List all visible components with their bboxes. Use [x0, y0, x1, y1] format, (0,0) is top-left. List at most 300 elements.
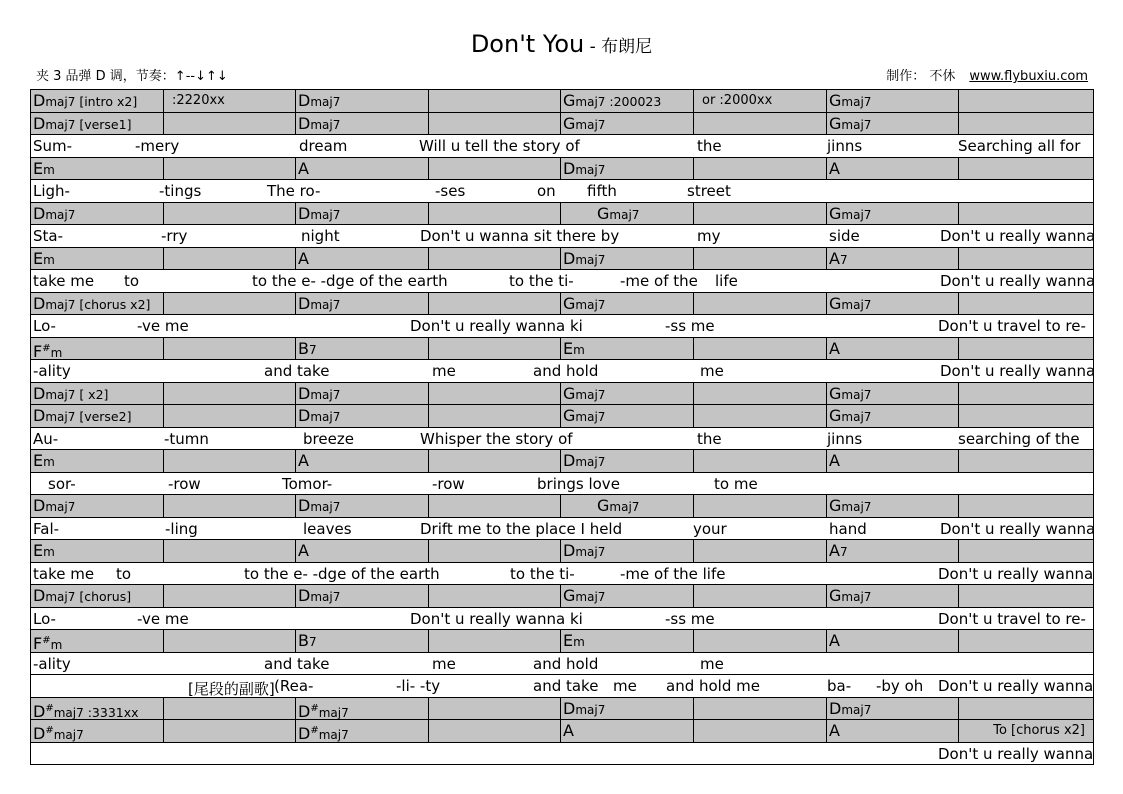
- chord-symbol: [298, 700, 349, 722]
- lyric-text: Don't u really wanna: [940, 272, 1096, 290]
- lyric-row: [31, 315, 1093, 338]
- artist-name: 布朗尼: [601, 37, 653, 57]
- chord-root: E: [33, 248, 44, 268]
- lyric-text: Don't u travel to re-: [938, 317, 1086, 335]
- chord-cell: [429, 90, 561, 112]
- chord-root: G: [829, 113, 842, 133]
- chord-symbol: [33, 587, 131, 606]
- chord-quality: m: [50, 345, 63, 360]
- chord-cell: [561, 158, 694, 180]
- chord-root: D: [33, 496, 46, 515]
- chord-quality: 7: [308, 342, 317, 357]
- chord-root: D: [33, 406, 46, 425]
- chord-quality: maj7: [45, 387, 76, 402]
- chord-cell: [164, 495, 296, 517]
- chord-quality: maj7: [575, 410, 606, 424]
- lyric-text: -me of the: [620, 272, 698, 290]
- lyric-text: and hold: [533, 362, 599, 380]
- chord-cell: [959, 585, 1093, 607]
- chord-cell: [827, 113, 959, 135]
- chord-cell: [31, 450, 164, 472]
- lyric-text: to the ti-: [509, 272, 574, 290]
- lyric-text: Whisper the story of: [420, 429, 573, 448]
- credit-line: [886, 65, 1088, 84]
- chord-symbol: [33, 205, 75, 224]
- chord-cell: [31, 158, 164, 180]
- chord-cell: [827, 158, 959, 180]
- chord-row: [31, 113, 1093, 136]
- section-note: :200023: [605, 94, 662, 109]
- chord-quality: maj7: [45, 297, 76, 312]
- chord-cell: [694, 90, 827, 112]
- chord-cell: [164, 113, 296, 135]
- chord-cell: [827, 293, 959, 315]
- chord-symbol: [829, 452, 840, 470]
- chord-quality: maj7: [575, 387, 606, 402]
- chord-quality: maj7: [575, 455, 606, 469]
- chord-root: A: [829, 158, 840, 178]
- sharp-sign: #: [45, 702, 54, 714]
- chord-cell: [31, 585, 164, 607]
- chord-symbol: [563, 385, 605, 404]
- lyric-text: street: [687, 182, 731, 200]
- chord-cell: [164, 338, 296, 360]
- chord-cell: [827, 585, 959, 607]
- chord-cell: [959, 248, 1093, 270]
- lyric-text: -tumn: [164, 429, 209, 448]
- lyric-text: Don't u really wanna: [938, 744, 1094, 763]
- chord-cell: [959, 630, 1093, 652]
- chord-cell: [561, 495, 694, 517]
- capo-info: 夹 3 品弹 D 调，节奏：↑--↓↑↓: [36, 69, 228, 84]
- chord-quality: maj7: [53, 728, 84, 742]
- section-note: [verse2]: [75, 409, 132, 424]
- chord-quality: maj7: [841, 702, 872, 717]
- chord-cell: [31, 405, 164, 427]
- chord-root: G: [563, 383, 576, 403]
- lyric-text: Don't u travel to re-: [938, 609, 1086, 628]
- lyric-row: [31, 225, 1096, 248]
- chord-cell: [31, 720, 164, 742]
- sharp-sign: #: [42, 635, 51, 646]
- chord-cell: [959, 338, 1093, 360]
- chord-quality: maj7: [45, 590, 76, 604]
- chord-cell: [694, 698, 827, 720]
- lyric-text: leaves: [303, 519, 352, 538]
- chord-cell: [694, 383, 827, 405]
- chord-cell: [959, 158, 1093, 180]
- chord-symbol: [298, 295, 340, 314]
- chord-cell: [296, 698, 429, 720]
- chord-root: G: [829, 496, 842, 515]
- chord-symbol: [829, 587, 871, 606]
- chord-cell: [959, 383, 1093, 405]
- lyric-text: -mery: [135, 137, 180, 155]
- section-jump-note: To [chorus x2]: [993, 723, 1085, 738]
- chord-root: A: [298, 541, 309, 560]
- lyric-row: [31, 563, 1093, 586]
- chord-root: D: [563, 541, 576, 560]
- lyric-text: Drift me to the place I held: [420, 519, 623, 538]
- chord-cell: [164, 203, 296, 225]
- chord-symbol: [298, 587, 340, 606]
- chord-root: G: [563, 113, 576, 133]
- chord-row: [31, 90, 1093, 113]
- chord-quality: maj7: [318, 728, 349, 742]
- chord-row: [31, 450, 1093, 473]
- chord-cell: [694, 540, 827, 562]
- chord-row: [31, 248, 1093, 271]
- lyric-text: my: [697, 227, 721, 245]
- chord-symbol: [563, 722, 574, 740]
- chord-cell: [694, 113, 827, 135]
- chord-root: A: [829, 541, 840, 560]
- chord-row: [31, 585, 1093, 608]
- chord-root: A: [298, 248, 309, 268]
- chord-symbol: [33, 92, 137, 111]
- chord-cell: [296, 540, 429, 562]
- chord-cell: [296, 630, 429, 652]
- lyric-text: take me: [33, 272, 95, 290]
- chord-row: [31, 405, 1093, 428]
- chord-root: D: [33, 293, 46, 313]
- lyric-text: -by oh: [876, 677, 924, 695]
- chord-cell: [561, 293, 694, 315]
- lyric-text: -ality: [33, 654, 71, 673]
- lyric-text: the: [697, 137, 722, 155]
- chord-quality: m: [50, 638, 63, 652]
- chord-root: E: [563, 338, 574, 358]
- lyric-text: -ses: [435, 182, 466, 200]
- chord-cell: [561, 540, 694, 562]
- lyric-text: Lo-: [33, 609, 56, 628]
- chord-cell: [827, 90, 959, 112]
- chord-root: D: [33, 701, 46, 721]
- lyric-text: Don't u really wanna: [940, 519, 1096, 538]
- chord-cell: [296, 158, 429, 180]
- chord-symbol: [298, 722, 349, 744]
- chord-cell: [827, 338, 959, 360]
- chord-quality: maj7: [310, 117, 341, 132]
- chord-row: [31, 698, 1093, 721]
- chord-symbol: [563, 92, 661, 111]
- lyric-text: (Rea-: [274, 677, 314, 695]
- chord-quality: maj7: [575, 590, 606, 604]
- chord-cell: [429, 113, 561, 135]
- lyric-text: Ligh-: [33, 182, 70, 200]
- lyric-text: and hold: [533, 654, 599, 673]
- chord-root: A: [829, 451, 840, 470]
- chord-root: E: [563, 631, 574, 650]
- lyric-text: -rry: [161, 227, 188, 245]
- chord-cell: [164, 450, 296, 472]
- chord-cell: [296, 293, 429, 315]
- chord-quality: maj7: [575, 545, 606, 559]
- chord-symbol: [829, 385, 871, 404]
- section-note: [ x2]: [75, 386, 109, 402]
- chord-symbol: [563, 295, 605, 314]
- chord-row: [31, 158, 1093, 181]
- chord-quality: maj7: [575, 702, 606, 717]
- chord-cell: [164, 248, 296, 270]
- chord-quality: maj7: [53, 705, 84, 720]
- chord-cell: [561, 383, 694, 405]
- chord-root: E: [33, 541, 44, 560]
- chord-symbol: [298, 340, 317, 359]
- chord-cell: [429, 203, 561, 225]
- chord-cell: [164, 698, 296, 720]
- lyric-text: -ality: [33, 362, 71, 380]
- lyric-text: brings love: [537, 474, 620, 493]
- chord-symbol: [33, 250, 55, 269]
- chord-root: D: [298, 724, 311, 743]
- chord-cell: [827, 630, 959, 652]
- chord-cell: [561, 630, 694, 652]
- lyric-text: Don't u really wanna ki: [410, 609, 583, 628]
- chord-root: G: [563, 293, 576, 313]
- lyric-text: Don't u wanna sit there by: [420, 227, 620, 245]
- chord-root: G: [563, 586, 576, 605]
- lyric-text: to the ti-: [510, 564, 575, 583]
- chord-cell: [827, 383, 959, 405]
- chord-symbol: [33, 542, 55, 561]
- lyric-text: Don't u really wanna ki: [410, 317, 583, 335]
- lyric-text: Lo-: [33, 317, 56, 335]
- lyric-text: me: [432, 362, 456, 380]
- chord-cell: [31, 630, 164, 652]
- lyric-text: to the e- -dge of the earth: [252, 272, 448, 290]
- chord-root: D: [298, 496, 311, 515]
- chord-symbol: [829, 700, 871, 719]
- lyric-text: -row: [168, 474, 201, 493]
- chord-quality: maj7: [609, 500, 640, 514]
- chord-symbol: [563, 250, 605, 269]
- chord-cell: [296, 383, 429, 405]
- chord-quality: maj7: [310, 95, 341, 109]
- chord-cell: [827, 405, 959, 427]
- chord-root: D: [563, 158, 576, 178]
- chord-quality: 7: [839, 545, 848, 559]
- chord-symbol: [829, 160, 840, 178]
- chord-quality: maj7: [310, 297, 341, 312]
- chord-symbol: [829, 295, 871, 314]
- lyric-text: -tings: [159, 182, 202, 200]
- lyric-text: to: [124, 272, 140, 290]
- chord-root: A: [829, 338, 840, 358]
- lyric-text: me: [432, 654, 456, 673]
- chord-cell: [694, 630, 827, 652]
- chord-quality: m: [573, 635, 585, 649]
- chord-root: D: [33, 113, 46, 133]
- chord-root: D: [33, 586, 46, 605]
- chord-cell: [429, 405, 561, 427]
- chord-cell: [694, 203, 827, 225]
- chord-quality: maj7: [318, 705, 349, 720]
- chord-cell: [561, 338, 694, 360]
- chord-symbol: [298, 92, 340, 111]
- lyric-text: -ss me: [665, 317, 715, 335]
- chord-quality: maj7: [45, 500, 76, 514]
- chord-cell: [429, 698, 561, 720]
- chord-quality: m: [573, 342, 585, 357]
- chord-root: F: [33, 634, 43, 653]
- lyric-row: [31, 653, 1093, 676]
- chord-row: [31, 720, 1093, 743]
- chord-cell: [694, 248, 827, 270]
- chord-cell: [296, 90, 429, 112]
- chord-symbol: [33, 497, 75, 516]
- chord-root: D: [33, 383, 46, 403]
- chord-symbol: [597, 497, 639, 516]
- chord-symbol: [829, 407, 871, 426]
- chord-cell: [827, 540, 959, 562]
- fingering-note: or :2000xx: [702, 93, 773, 108]
- chord-quality: maj7: [575, 117, 606, 132]
- chord-cell: [429, 630, 561, 652]
- lyric-text: to me: [714, 474, 758, 493]
- chord-cell: [694, 293, 827, 315]
- chord-symbol: [563, 340, 585, 359]
- chord-cell: [164, 90, 296, 112]
- chord-quality: maj7: [310, 500, 341, 514]
- lyric-text: Don't u really wanna: [938, 677, 1094, 695]
- sharp-sign: #: [45, 725, 54, 736]
- section-note: [verse1]: [75, 116, 132, 132]
- chord-cell: [959, 495, 1093, 517]
- chord-row: [31, 293, 1093, 316]
- chord-quality: maj7: [575, 252, 606, 267]
- chord-root: D: [563, 698, 576, 718]
- chord-cell: [296, 203, 429, 225]
- chord-cell: [429, 585, 561, 607]
- chord-symbol: [33, 340, 62, 362]
- chord-quality: maj7: [45, 95, 76, 109]
- chord-quality: m: [43, 252, 55, 267]
- chord-symbol: [829, 340, 840, 358]
- chord-quality: maj7: [45, 410, 76, 424]
- chord-cell: [296, 585, 429, 607]
- lyric-text: -ling: [165, 519, 198, 538]
- chord-root: D: [563, 451, 576, 470]
- chord-symbol: [298, 452, 309, 470]
- chord-symbol: [298, 407, 340, 426]
- chord-symbol: [563, 452, 605, 471]
- chord-quality: m: [43, 455, 55, 469]
- chord-root: G: [829, 293, 842, 313]
- chord-cell: [827, 698, 959, 720]
- chord-cell: [164, 405, 296, 427]
- chord-cell: [561, 585, 694, 607]
- chord-cell: [561, 720, 694, 742]
- chord-cell: [694, 450, 827, 472]
- chord-quality: 7: [308, 635, 317, 649]
- sharp-sign: #: [310, 702, 319, 714]
- chord-quality: maj7: [609, 207, 640, 222]
- chord-cell: [429, 248, 561, 270]
- chord-symbol: [298, 250, 309, 268]
- chord-cell: [959, 90, 1093, 112]
- chord-cell: [694, 158, 827, 180]
- fingering-note: :2220xx: [172, 93, 225, 108]
- chord-cell: [694, 405, 827, 427]
- chord-cell: [694, 495, 827, 517]
- chord-row: [31, 630, 1093, 653]
- chord-cell: [561, 450, 694, 472]
- lyric-text: hand: [829, 519, 867, 538]
- site-link[interactable]: www.flybuxiu.com: [969, 69, 1088, 84]
- lyric-row: [31, 743, 1093, 766]
- chord-symbol: [33, 385, 108, 404]
- chord-quality: maj7: [310, 207, 341, 222]
- chord-quality: 7: [839, 252, 848, 267]
- chord-root: D: [563, 248, 576, 268]
- chord-symbol: [563, 160, 605, 179]
- chord-cell: [31, 383, 164, 405]
- section-note: [intro x2]: [75, 94, 138, 109]
- lyric-text: your: [693, 519, 727, 538]
- chord-quality: maj7: [310, 410, 341, 424]
- chord-symbol: [298, 542, 309, 560]
- chord-root: G: [829, 203, 842, 223]
- chord-quality: maj7: [841, 500, 872, 514]
- song-title-line: [0, 30, 1123, 58]
- lyric-text: and take: [264, 362, 330, 380]
- chord-quality: maj7: [841, 410, 872, 424]
- chord-symbol: [33, 160, 55, 179]
- chord-root: E: [33, 158, 44, 178]
- lyric-text: me: [700, 362, 724, 380]
- lyric-row: [31, 473, 1093, 496]
- chord-root: A: [563, 721, 574, 740]
- chord-symbol: [33, 632, 62, 654]
- chord-symbol: [563, 407, 605, 426]
- lyric-text: and take: [533, 677, 599, 695]
- lyric-text: -ss me: [665, 609, 715, 628]
- sharp-sign: #: [310, 725, 319, 736]
- chord-cell: [296, 113, 429, 135]
- chord-cell: [959, 405, 1093, 427]
- chord-root: B: [298, 338, 309, 358]
- chord-cell: [694, 585, 827, 607]
- chord-root: A: [298, 451, 309, 470]
- chord-root: D: [298, 406, 311, 425]
- chord-quality: m: [43, 545, 55, 559]
- chord-cell: [959, 293, 1093, 315]
- chord-cell: [31, 90, 164, 112]
- lyric-text: to: [116, 564, 132, 583]
- sharp-sign: #: [42, 342, 51, 354]
- chord-root: A: [829, 721, 840, 740]
- lyric-row: [31, 608, 1093, 631]
- chord-symbol: [33, 115, 131, 134]
- chord-cell: [827, 203, 959, 225]
- credit: 制作： 不休: [886, 69, 956, 84]
- chord-cell: [429, 720, 561, 742]
- chord-root: G: [829, 406, 842, 425]
- chord-cell: [827, 248, 959, 270]
- chord-cell: [31, 203, 164, 225]
- lyric-text: Don't u really wanna: [938, 564, 1094, 583]
- chord-cell: [429, 383, 561, 405]
- lyric-text: night: [301, 227, 340, 245]
- section-note: [chorus x2]: [75, 296, 151, 312]
- chord-cell: [429, 495, 561, 517]
- chord-root: D: [33, 91, 46, 110]
- lyric-text: life: [715, 272, 738, 290]
- lyric-row: [31, 135, 1093, 158]
- chord-cell: [31, 698, 164, 720]
- section-note: :3331xx: [83, 704, 139, 720]
